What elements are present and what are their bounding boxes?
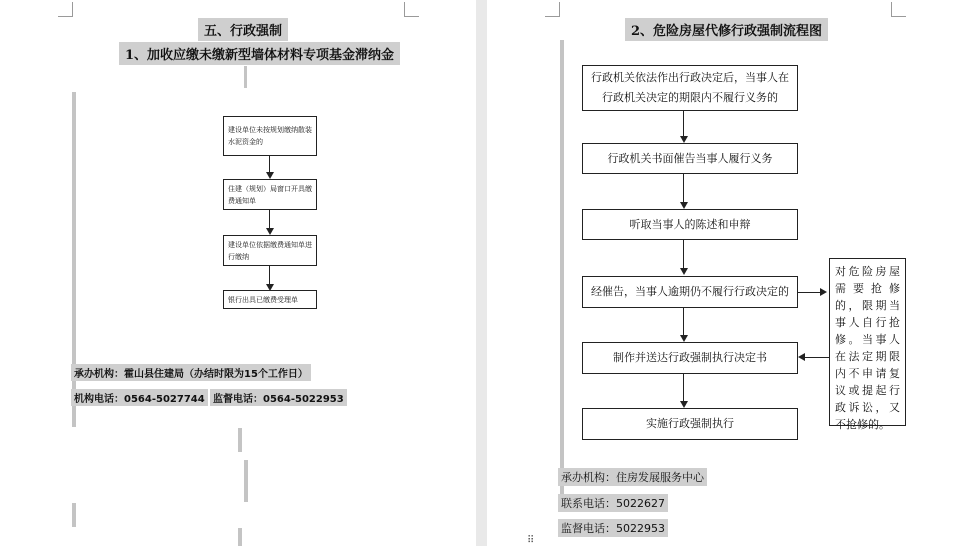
flow-connector xyxy=(683,374,684,403)
flow-connector xyxy=(269,210,270,230)
agency-phone: 机构电话：0564-5027744 xyxy=(71,389,208,406)
flow-connector xyxy=(683,174,684,204)
supervision-phone: 监督电话：0564-5022953 xyxy=(210,389,347,406)
agency-info: 承办机构：霍山县住建局（办结时限为15个工作日） xyxy=(71,364,311,381)
flow-connector xyxy=(683,308,684,337)
right-page xyxy=(487,0,969,546)
flow-step-4: 银行出具已缴费受理单 xyxy=(223,290,317,309)
selection-bar xyxy=(244,460,248,502)
drag-handle-icon[interactable]: ⠿ xyxy=(527,535,535,546)
flow-connector xyxy=(683,240,684,270)
arrow-down-icon xyxy=(680,136,688,143)
section-title: 五、行政强制 xyxy=(198,18,288,41)
left-page xyxy=(0,0,476,546)
flow-step-2: 住建（规划）局窗口开具缴费通知单 xyxy=(223,179,317,210)
contact-phone: 联系电话：5022627 xyxy=(558,494,668,512)
flow-step-2: 行政机关书面催告当事人履行义务 xyxy=(582,143,798,174)
arrow-right-icon xyxy=(820,288,827,296)
arrow-down-icon xyxy=(266,172,274,179)
selection-bar xyxy=(72,503,76,527)
selection-bar xyxy=(560,40,564,500)
arrow-down-icon xyxy=(680,202,688,209)
flow-step-1: 建设单位未按规划缴纳散装水泥资金的 xyxy=(223,116,317,156)
flow-step-4: 经催告，当事人逾期仍不履行行政决定的 xyxy=(582,276,798,308)
flow-step-1: 行政机关依法作出行政决定后，当事人在行政机关决定的期限内不履行义务的 xyxy=(582,65,798,111)
flow-step-3: 建设单位依据缴费通知单进行缴纳 xyxy=(223,235,317,266)
selection-bar xyxy=(244,66,247,88)
selection-bar xyxy=(238,428,242,452)
return-connector xyxy=(805,357,829,358)
arrow-down-icon xyxy=(680,268,688,275)
supervision-phone: 监督电话：5022953 xyxy=(558,519,668,537)
corner-mark xyxy=(404,2,419,17)
arrow-down-icon xyxy=(266,228,274,235)
corner-mark xyxy=(891,2,906,17)
selection-bar xyxy=(238,528,242,546)
flow-connector xyxy=(269,266,270,286)
side-note: 对危险房屋需要抢修的，限期当事人自行抢修。当事人在法定期限内不申请复议或提起行政诉讼，又不抢修的。 xyxy=(829,258,906,426)
arrow-left-icon xyxy=(798,353,805,361)
agency-info: 承办机构：住房发展服务中心 xyxy=(558,468,707,486)
flow-step-6: 实施行政强制执行 xyxy=(582,408,798,440)
corner-mark xyxy=(545,2,560,17)
arrow-down-icon xyxy=(680,335,688,342)
arrow-down-icon xyxy=(680,401,688,408)
flowchart-title: 2、危险房屋代修行政强制流程图 xyxy=(625,18,828,41)
flow-connector xyxy=(683,111,684,138)
flow-step-5: 制作并送达行政强制执行决定书 xyxy=(582,342,798,374)
subtitle: 1、加收应缴未缴新型墙体材料专项基金滞纳金 xyxy=(119,42,400,65)
corner-mark xyxy=(58,2,73,17)
branch-connector xyxy=(798,292,820,293)
flow-step-3: 听取当事人的陈述和申辩 xyxy=(582,209,798,240)
